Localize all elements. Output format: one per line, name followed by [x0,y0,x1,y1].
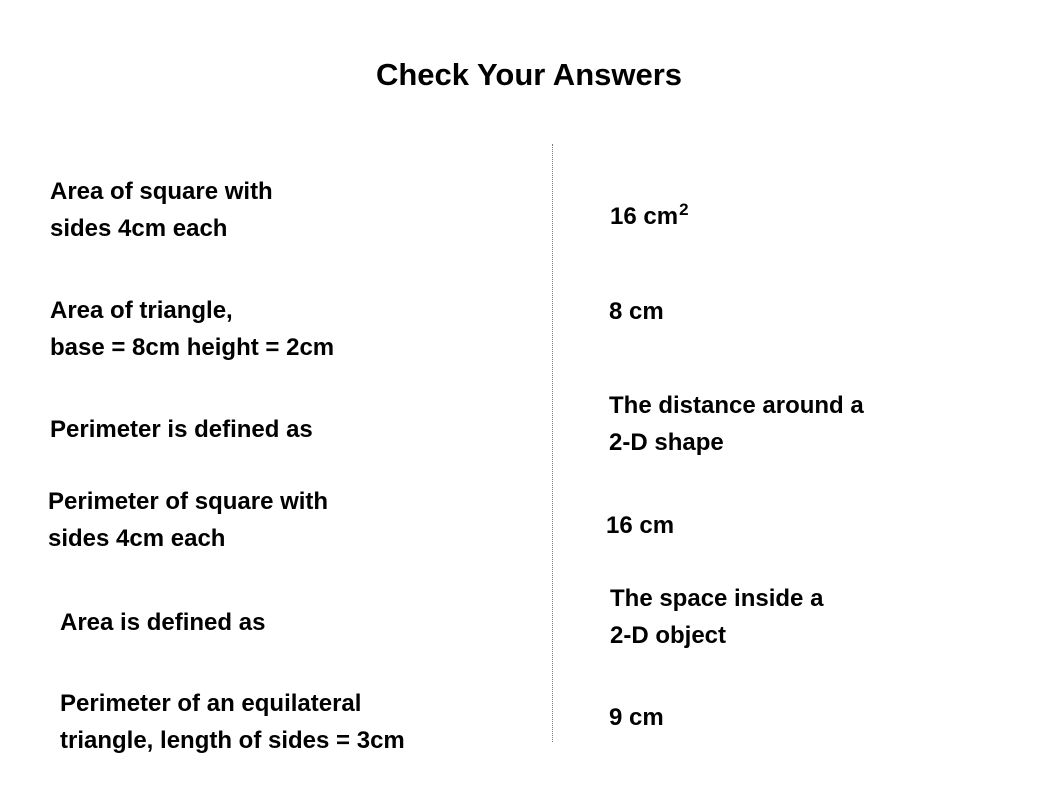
question-6 [60,685,405,759]
answer-6 [609,699,664,736]
answer-2 [609,293,664,330]
question-2-line-2: base = 8cm height = 2cm [50,334,335,361]
answer-5-line-2: 2-D object [610,622,727,649]
answer-2-text: 8 cm [609,298,664,325]
question-4 [48,483,328,557]
question-6-line-2: triangle, length of sides = 3cm [60,727,405,754]
answer-4 [606,507,674,544]
question-5-line-1: Area is defined as [60,609,266,636]
answer-3 [609,387,864,461]
question-2-line-1: Area of triangle, [50,297,233,324]
question-4-line-2: sides 4cm each [48,525,226,552]
question-3-line-1: Perimeter is defined as [50,416,313,443]
question-1-line-2: sides 4cm each [50,215,228,242]
question-5 [60,604,265,641]
question-3 [50,411,313,448]
question-1 [50,173,273,247]
question-2 [50,292,334,366]
answer-3-line-1: The distance around a [609,392,864,419]
page-title: Check Your Answers [375,57,683,92]
question-4-line-1: Perimeter of square with [48,488,329,515]
answer-3-line-2: 2-D shape [609,429,724,456]
answer-4-text: 16 cm [606,512,675,539]
answer-1-text: 16 cm [610,203,679,230]
answer-5-line-1: The space inside a [610,585,824,612]
question-1-line-1: Area of square with [50,178,273,205]
column-divider [552,144,553,742]
answer-1-superscript: 2 [679,200,689,219]
question-6-line-1: Perimeter of an equilateral [60,690,362,717]
answer-6-text: 9 cm [609,704,664,731]
answer-5 [610,580,823,654]
answer-1 [610,198,689,235]
